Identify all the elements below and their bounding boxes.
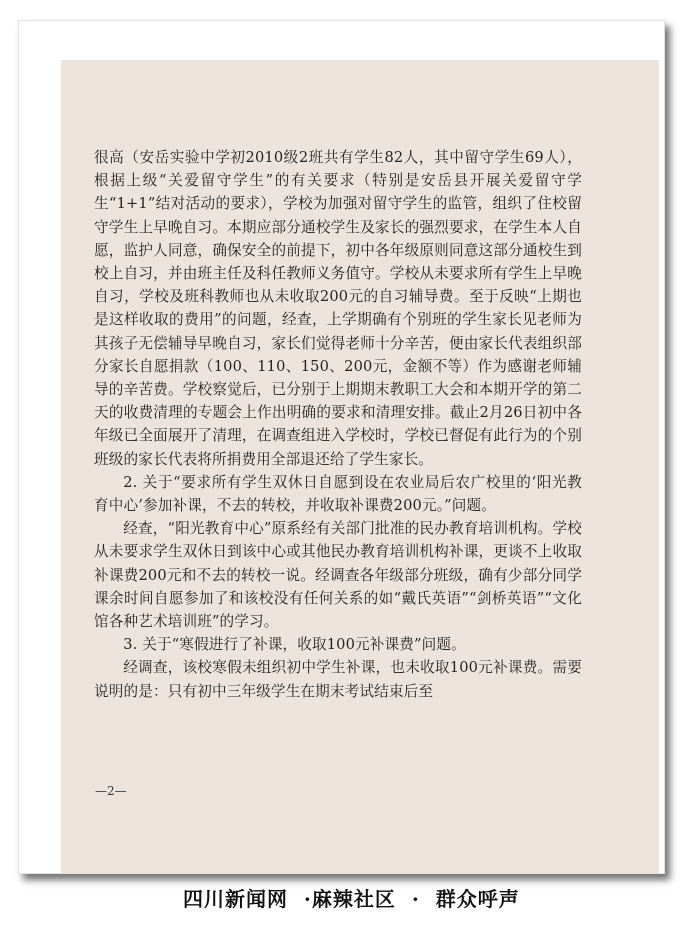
paragraph-1: 很高（安岳实验中学初2010级2班共有学生82人，其中留守学生69人），根据上级“关爱留守学生”的有关要求（特别是安岳县开展关爱留守学生“1+1”结对活动的要求），学校为加强对留守学生的监管，组织了住校留守学生上早晚自习。本期应部分通校学生及家长的强烈要求，在学生本人自愿，监护人同意，确保安全的前提下，初中各年级原则同意这部分通校生到校上自习，并由班主任及科任教师义务值守。学校从未要求所有学生上早晚自习，学校及班科教师也从未收取200元的自习辅导费。至于反映“上期也是这样收取的费用”的问题，经查，上学期确有个别班的学生家长见老师为其孩子无偿辅导早晚自习，家长们觉得老师十分辛苦，便由家长代表组织部分家长自愿捐款（100、110、150、200元，金额不等）作为感谢老师辅导的辛苦费。学校察觉后，已分别于上期期末教职工大会和本期开学的第二天的收费清理的专题会上作出明确的要求和清理安排。截止2月26日初中各年级已全面展开了清理，在调查组进入学校时，学校已督促有此行为的个别班级的家长代表将所捐费用全部退还给了学生家长。 (94, 149, 582, 468)
paragraph-4: 3. 关于“寒假进行了补课，收取100元补课费”问题。 (123, 636, 466, 654)
paragraph-5: 经调查，该校寒假未组织初中学生补课，也未收取100元补课费。需要说明的是：只有初中三年级学生在期末考试结束后至 (94, 659, 582, 700)
paragraph-3: 经查，“阳光教育中心”原系经有关部门批准的民办教育培训机构。学校从未要求学生双休日到该中心或其他民办教育培训机构补课，更谈不上收取补课费200元和不去的转校一说。经调查各年级部分班级，确有少部分同学课余时间自愿参加了和该校没有任何关系的如“戴氏英语”“剑桥英语”“文化馆各种艺术培训班”的学习。 (94, 520, 582, 631)
paragraph-2: 2. 关于“要求所有学生双休日自愿到设在农业局后农广校里的‘阳光教育中心’参加补课，不去的转校，并收取补课费200元。”问题。 (94, 473, 582, 515)
page-number: —2— (95, 784, 127, 798)
document-body (94, 146, 582, 703)
site-footer-caption: 四川新闻网 ·麻辣社区 · 群众呼声 (183, 887, 520, 911)
